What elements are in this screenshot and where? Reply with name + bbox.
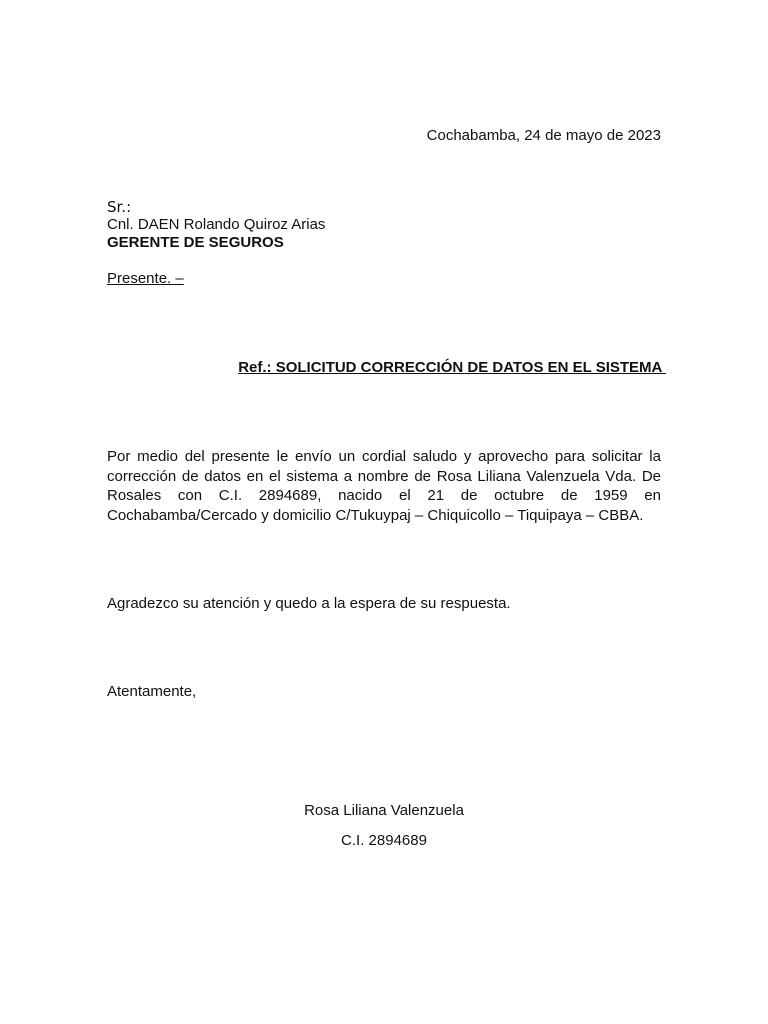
recipient-title: GERENTE DE SEGUROS xyxy=(107,234,284,251)
recipient-name: Cnl. DAEN Rolando Quiroz Arias xyxy=(107,216,326,233)
signature-id: C.I. 2894689 xyxy=(341,832,427,849)
signature-name: Rosa Liliana Valenzuela xyxy=(304,802,464,819)
reference-line: Ref.: SOLICITUD CORRECCIÓN DE DATOS EN EL SISTEMA xyxy=(238,359,666,376)
body-paragraph: Por medio del presente le envío un cordial saludo y aprovecho para solicitar la corrección de datos en el sistema a nombre de Rosa Liliana Valenzuela Vda. De Rosales con C.I. 2894689, nacido el 21 de octubre de 1959 en Cochabamba/Cercado y domicilio C/Tukuypaj – Chiquicollo – Tiquipaya – CBBA. xyxy=(107,448,661,525)
closing-thanks: Agradezco su atención y quedo a la espera de su respuesta. xyxy=(107,595,511,612)
date-line: Cochabamba, 24 de mayo de 2023 xyxy=(426,127,661,144)
presente-line: Presente. – xyxy=(107,270,184,287)
farewell: Atentamente, xyxy=(107,683,197,700)
salutation: Sr.: xyxy=(107,198,132,216)
